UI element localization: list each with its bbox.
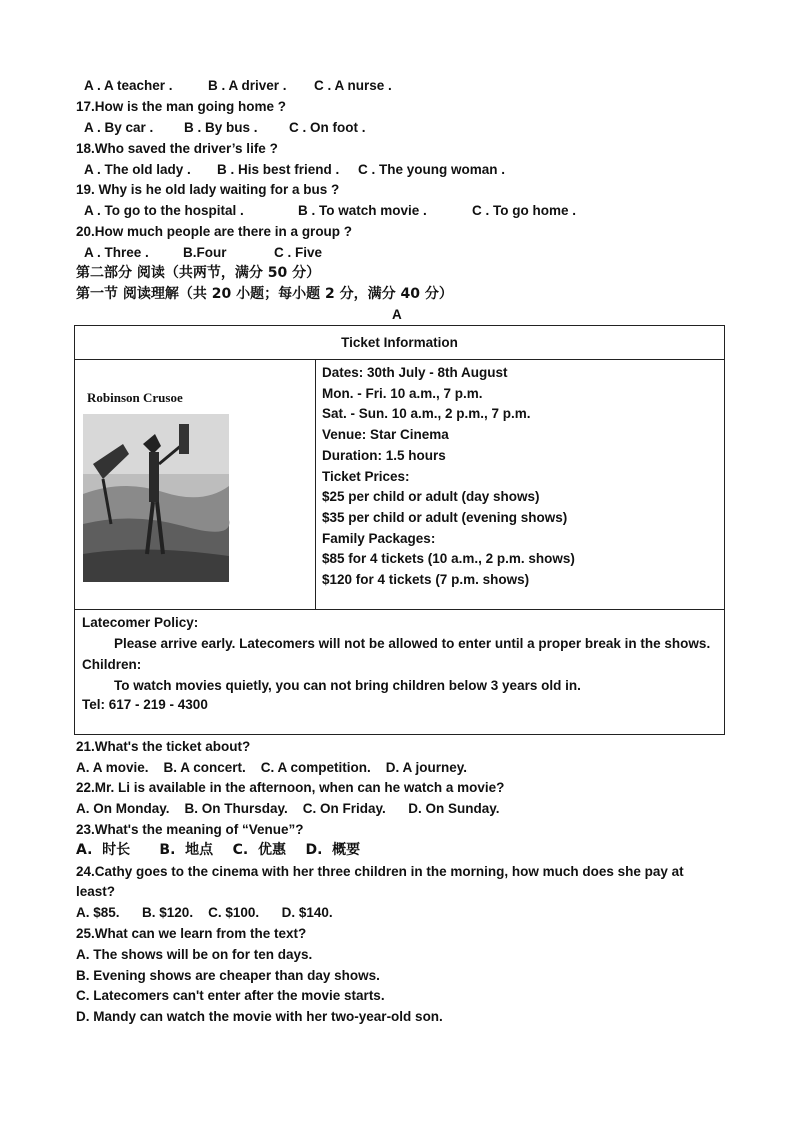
telephone: Tel: 617 - 219 - 4300 <box>82 697 208 712</box>
family-packages-label: Family Packages: <box>322 530 436 546</box>
option-c: C . A nurse . <box>314 78 392 93</box>
latecomer-text: Please arrive early. Latecomers will not be allowed to enter until a proper break in the shows. <box>114 636 711 651</box>
q25-option-a: A. The shows will be on for ten days. <box>76 947 313 962</box>
q24-options: A. $85. B. $120. C. $100. D. $140. <box>76 905 333 920</box>
option-a: A . A teacher . <box>84 78 173 93</box>
q25-option-d: D. Mandy can watch the movie with her two-year-old son. <box>76 1009 443 1024</box>
q25-question: 25.What can we learn from the text? <box>76 926 307 941</box>
q24-question-line2: least? <box>76 884 116 899</box>
weekend-times: Sat. - Sun. 10 a.m., 2 p.m., 7 p.m. <box>322 406 531 422</box>
ticket-table <box>74 325 725 735</box>
option-c: C . The young woman . <box>358 162 506 177</box>
option-a: A . By car . <box>84 120 154 135</box>
movie-poster-image <box>83 384 231 584</box>
q22-options: A. On Monday. B. On Thursday. C. On Friday. D. On Sunday. <box>76 801 500 816</box>
q20-question: 20.How much people are there in a group ? <box>76 224 353 239</box>
ticket-main-row <box>75 360 724 610</box>
option-b: B.Four <box>183 245 227 260</box>
q21-question: 21.What's the ticket about? <box>76 739 251 754</box>
q17-options <box>84 120 366 136</box>
family-package-day: $85 for 4 tickets (10 a.m., 2 p.m. shows) <box>322 551 575 567</box>
q18-options <box>84 162 505 178</box>
q16-options <box>84 78 392 94</box>
option-a: A . Three . <box>84 245 149 260</box>
evening-price: $35 per child or adult (evening shows) <box>322 509 568 525</box>
option-b: B . By bus . <box>184 120 258 135</box>
children-text: To watch movies quietly, you can not bring children below 3 years old in. <box>114 678 581 693</box>
q18-question: 18.Who saved the driver’s life ? <box>76 141 278 156</box>
section-part2-heading: 第二部分 阅读（共两节，满分 50 分） <box>76 265 321 281</box>
day-price: $25 per child or adult (day shows) <box>322 489 540 505</box>
option-b: B . A driver . <box>208 78 287 93</box>
q19-options <box>84 203 576 219</box>
dates: Dates: 30th July - 8th August <box>322 365 508 380</box>
q22-question: 22.Mr. Li is available in the afternoon, when can he watch a movie? <box>76 780 505 795</box>
option-c: C . To go home . <box>472 203 576 218</box>
ticket-policies <box>82 612 717 714</box>
option-c: C . Five <box>274 245 323 260</box>
children-label: Children: <box>82 657 142 672</box>
section-part1-heading: 第一节 阅读理解（共 20 小题；每小题 2 分，满分 40 分） <box>76 286 453 302</box>
q23-options: A. 时长 B. 地点 C. 优惠 D. 概要 <box>76 842 361 858</box>
family-package-evening: $120 for 4 tickets (7 p.m. shows) <box>322 572 530 588</box>
q25-option-b: B. Evening shows are cheaper than day shows. <box>76 968 380 983</box>
q17-question: 17.How is the man going home ? <box>76 99 287 114</box>
passage-letter: A <box>392 307 402 322</box>
q25-option-c: C. Latecomers can't enter after the movie starts. <box>76 988 385 1003</box>
option-c: C . On foot . <box>289 120 366 135</box>
weekday-times: Mon. - Fri. 10 a.m., 7 p.m. <box>322 385 483 401</box>
ticket-prices-label: Ticket Prices: <box>322 468 410 484</box>
q21-options: A. A movie. B. A concert. C. A competition. D. A journey. <box>76 760 468 775</box>
option-b: B . To watch movie . <box>298 203 427 218</box>
ticket-title: Ticket Information <box>75 326 724 360</box>
q19-question: 19. Why is he old lady waiting for a bus ? <box>76 182 340 197</box>
q24-question-line1: 24.Cathy goes to the cinema with her three children in the morning, how much does she pay at <box>76 864 684 879</box>
duration: Duration: 1.5 hours <box>322 447 446 463</box>
q23-question: 23.What's the meaning of “Venue”? <box>76 822 304 837</box>
option-b: B . His best friend . <box>217 162 340 177</box>
poster-title: Robinson Crusoe <box>87 390 183 405</box>
latecomer-label: Latecomer Policy: <box>82 615 199 630</box>
column-divider <box>315 360 316 609</box>
venue: Venue: Star Cinema <box>322 427 449 443</box>
option-a: A . To go to the hospital . <box>84 203 244 218</box>
option-a: A . The old lady . <box>84 162 191 177</box>
q20-options <box>84 245 322 261</box>
ticket-details <box>322 363 575 591</box>
